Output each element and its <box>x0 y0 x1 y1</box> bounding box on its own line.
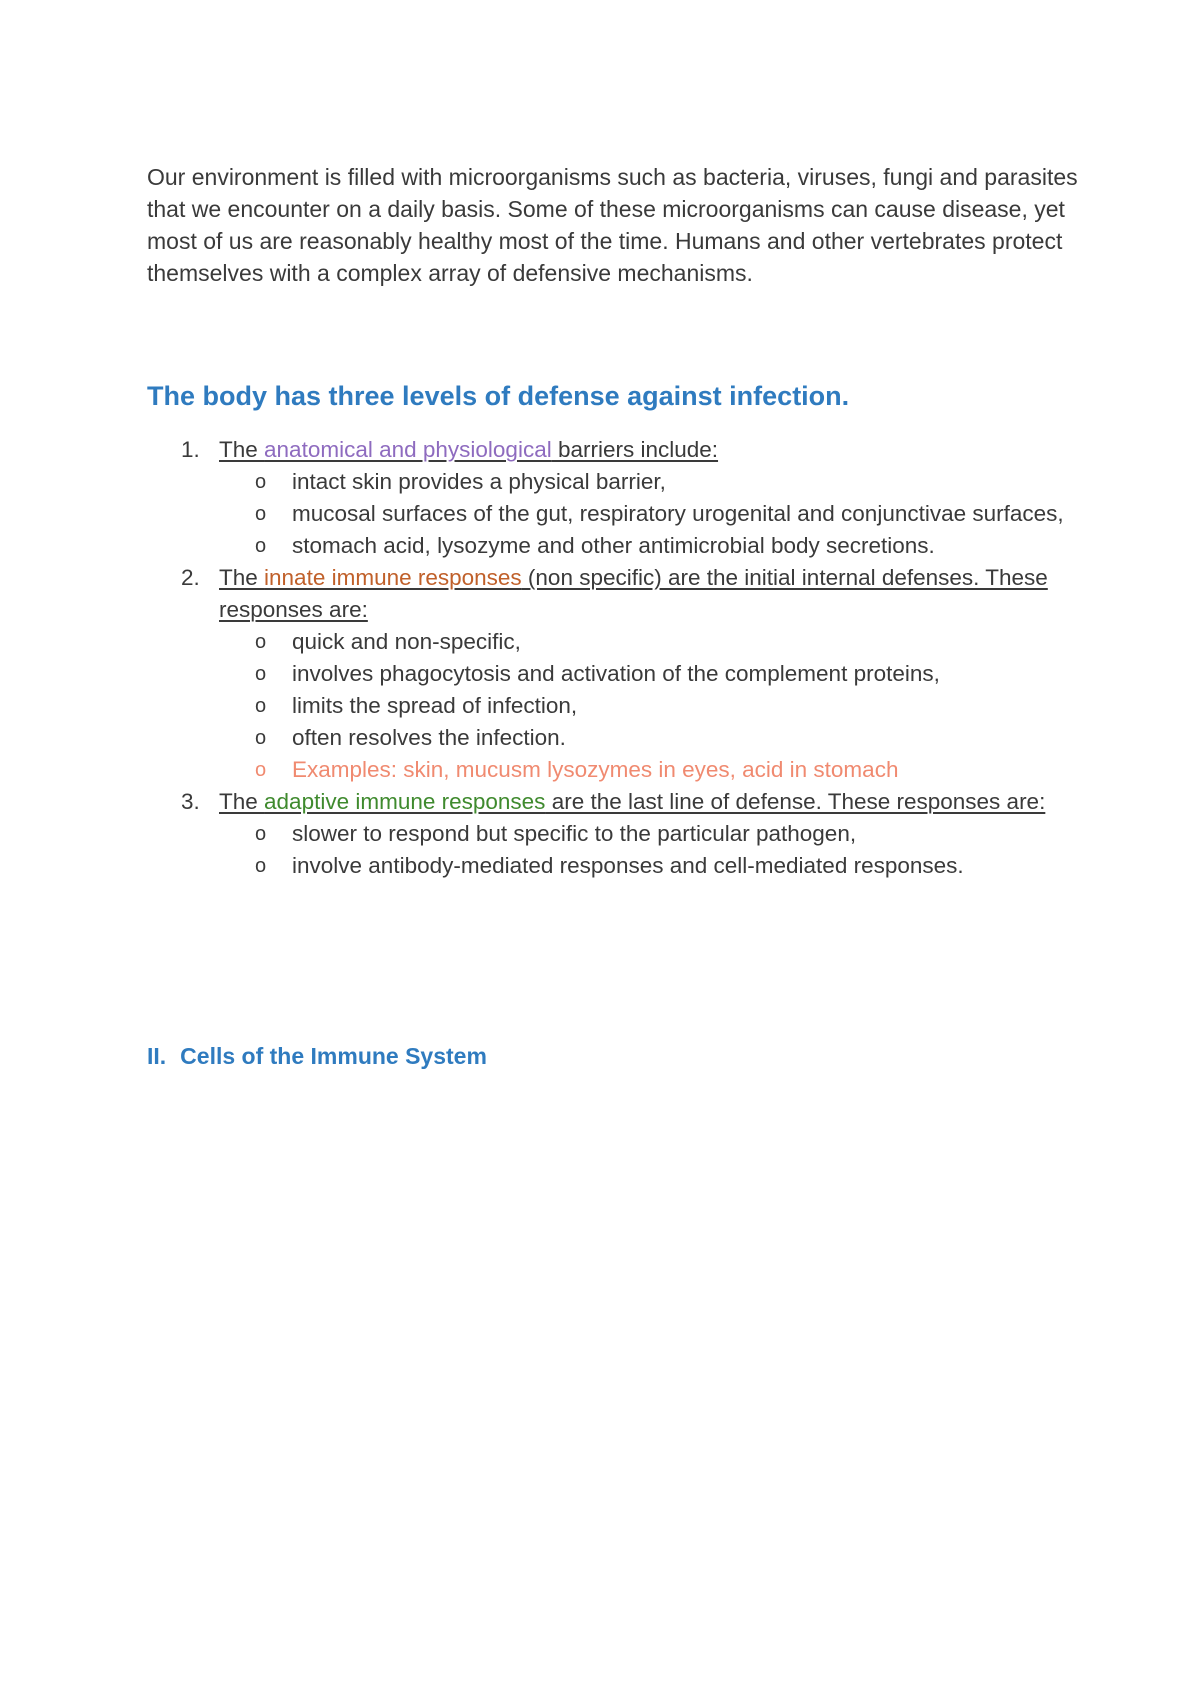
bullet-icon: o <box>255 759 267 781</box>
sub-item-text: mucosal surfaces of the gut, respiratory urogenital and conjunctivae surfaces, <box>292 501 1064 526</box>
sub-item-text: involves phagocytosis and activation of the complement proteins, <box>292 661 940 686</box>
bullet-icon: o <box>255 727 267 749</box>
sub-item-text: Examples: skin, mucusm lysozymes in eyes, acid in stomach <box>292 757 899 782</box>
list-item-post: barriers include: <box>551 437 719 462</box>
bullet-icon: o <box>255 631 267 653</box>
list-item-pre: The <box>219 789 265 814</box>
sub-item-text: limits the spread of infection, <box>292 693 578 718</box>
bullet-icon: o <box>255 471 267 493</box>
sub-item-text: often resolves the infection. <box>292 725 566 750</box>
list-item-3 <box>147 786 1107 818</box>
list-number: 2. <box>181 565 200 590</box>
sub-item-text: stomach acid, lysozyme and other antimicrobial body secretions. <box>292 533 935 558</box>
sub-item <box>147 850 1107 882</box>
sub-item-examples <box>147 754 1107 786</box>
intro-paragraph: Our environment is filled with microorganisms such as bacteria, viruses, fungi and parasites that we encounter on a daily basis. Some of these microorganisms can cause disease, yet most of us are reasonably healthy most of the time. Humans and other vertebrates protect themselves with a complex array of defensive mechanisms. <box>147 164 1078 286</box>
sub-item <box>147 530 1107 562</box>
sub-item <box>147 658 1107 690</box>
bullet-icon: o <box>255 823 267 845</box>
highlight-adaptive-immune: adaptive immune responses <box>264 789 546 814</box>
list-item-pre: The <box>219 437 265 462</box>
list-item-text <box>219 437 718 462</box>
list-number: 1. <box>181 437 200 462</box>
sub-item <box>147 818 1107 850</box>
section-heading-cells <box>147 1040 487 1072</box>
sub-item-text: quick and non-specific, <box>292 629 521 654</box>
list-item-pre: The <box>219 565 265 590</box>
bullet-icon: o <box>255 663 267 685</box>
defense-levels-list <box>147 434 1107 882</box>
list-number: 3. <box>181 789 200 814</box>
sub-item-text: involve antibody-mediated responses and cell-mediated responses. <box>292 853 964 878</box>
list-item-text <box>219 565 1048 622</box>
bullet-icon: o <box>255 855 267 877</box>
list-item-2 <box>147 562 1107 626</box>
highlight-innate-immune: innate immune responses <box>264 565 522 590</box>
sub-item <box>147 690 1107 722</box>
list-item-text <box>219 789 1045 814</box>
section-title: Cells of the Immune System <box>180 1043 487 1069</box>
list-item-1 <box>147 434 1107 466</box>
sub-item <box>147 722 1107 754</box>
bullet-icon: o <box>255 535 267 557</box>
list-item-post: are the last line of defense. These responses are: <box>545 789 1046 814</box>
highlight-anatomical-physiological: anatomical and physiological <box>264 437 552 462</box>
bullet-icon: o <box>255 503 267 525</box>
bullet-icon: o <box>255 695 267 717</box>
sub-item <box>147 626 1107 658</box>
sub-item-text: slower to respond but specific to the particular pathogen, <box>292 821 857 846</box>
list-item-post: (non specific) are the initial internal defenses. These responses are: <box>219 565 1048 622</box>
sub-item <box>147 466 1107 498</box>
sub-item-text: intact skin provides a physical barrier, <box>292 469 666 494</box>
section-number: II. <box>147 1043 167 1069</box>
sub-item <box>147 498 1107 530</box>
section-heading-defense-levels: The body has three levels of defense against infection. <box>147 381 850 411</box>
